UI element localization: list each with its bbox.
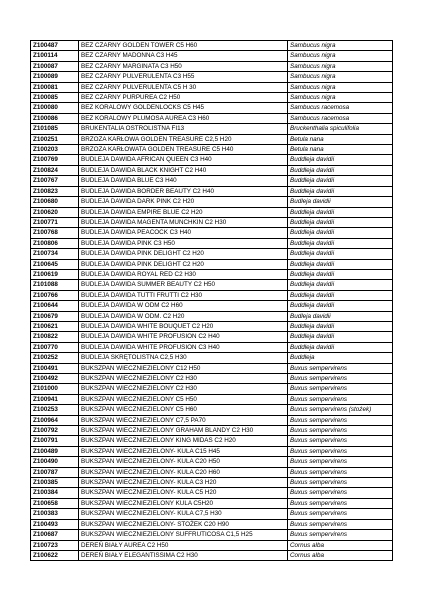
product-code-cell: Z100824: [31, 165, 79, 175]
latin-name-cell: Budleja davidii: [288, 311, 393, 321]
latin-name-cell: Cornus alba: [288, 540, 393, 550]
product-code-cell: Z100769: [31, 155, 79, 165]
product-code-cell: Z100619: [31, 269, 79, 279]
product-code-cell: Z100792: [31, 426, 79, 436]
latin-name-cell: Buxus sempervirens: [288, 446, 393, 456]
product-code-cell: Z100806: [31, 238, 79, 248]
table-row: [31, 467, 393, 477]
product-name-cell: BUKSZPAN WIECZNIEZIELONY- KULA C3 H20: [79, 478, 288, 488]
table-row: [31, 238, 393, 248]
product-name-cell: BUDLEJA DAWIDA WHITE PROFUSION C3 H40: [79, 342, 288, 352]
product-code-cell: Z100489: [31, 446, 79, 456]
table-row: [31, 165, 393, 175]
product-name-cell: BUKSZPAN WIECZNIEZIELONY C2 H30: [79, 384, 288, 394]
latin-name-cell: Sambucus nigra: [288, 72, 393, 82]
table-row: [31, 384, 393, 394]
latin-name-cell: Buddleja davidii: [288, 269, 393, 279]
product-code-cell: Z100086: [31, 113, 79, 123]
product-name-cell: BUKSZPAN WIECZNIEZIELONY- KULA C15 H45: [79, 446, 288, 456]
product-code-cell: Z100490: [31, 457, 79, 467]
table-row: [31, 509, 393, 519]
product-code-cell: Z100385: [31, 478, 79, 488]
product-code-cell: Z100680: [31, 197, 79, 207]
product-code-cell: Z100203: [31, 145, 79, 155]
product-code-cell: Z100679: [31, 311, 79, 321]
product-name-cell: BEZ CZARNY MARGINATA C3 H50: [79, 61, 288, 71]
product-name-cell: BUDLEJA DAWIDA ROYAL RED C2 H30: [79, 269, 288, 279]
table-row: [31, 530, 393, 540]
product-name-cell: BEZ CZARNY PURPUREA C2 H50: [79, 93, 288, 103]
product-name-cell: BUKSZPAN WIECZNIEZIELONY KULA C5H20: [79, 498, 288, 508]
table-row: [31, 280, 393, 290]
table-row: [31, 51, 393, 61]
latin-name-cell: Buxus sempervirens: [288, 478, 393, 488]
product-name-cell: BUDLEJA DAWIDA BLUE C3 H40: [79, 176, 288, 186]
table-row: [31, 415, 393, 425]
table-row: [31, 436, 393, 446]
product-code-cell: Z101085: [31, 124, 79, 134]
table-row: [31, 446, 393, 456]
product-name-cell: BUDLEJA DAWIDA BLACK KNIGHT C2 H40: [79, 165, 288, 175]
product-name-cell: BEZ CZARNY MADONNA C3 H45: [79, 51, 288, 61]
table-row: [31, 113, 393, 123]
product-name-cell: BUKSZPAN WIECZNIEZIELONY- STOŻEK C20 H90: [79, 519, 288, 529]
table-row: [31, 342, 393, 352]
latin-name-cell: Buxus sempervirens: [288, 436, 393, 446]
product-code-cell: Z100252: [31, 353, 79, 363]
table-row: [31, 405, 393, 415]
product-code-cell: Z100383: [31, 509, 79, 519]
table-row: [31, 353, 393, 363]
product-name-cell: BUDLEJA DAWIDA BORDER BEAUTY C2 H40: [79, 186, 288, 196]
product-name-cell: BUDLEJA DAWIDA PINK DELIGHT C2 H20: [79, 249, 288, 259]
latin-name-cell: Buddleja davidii: [288, 332, 393, 342]
latin-name-cell: Buddleja davidii: [288, 217, 393, 227]
latin-name-cell: Sambucus racemosa: [288, 113, 393, 123]
latin-name-cell: Buxus sempervirens: [288, 498, 393, 508]
product-code-cell: Z100493: [31, 519, 79, 529]
latin-name-cell: Buxus sempervirens: [288, 415, 393, 425]
product-code-cell: Z100645: [31, 259, 79, 269]
product-code-cell: Z100253: [31, 405, 79, 415]
product-code-cell: Z100085: [31, 93, 79, 103]
table-row: [31, 93, 393, 103]
table-row: [31, 374, 393, 384]
product-code-cell: Z100823: [31, 186, 79, 196]
latin-name-cell: Buddleja davidii: [288, 238, 393, 248]
latin-name-cell: Sambucus nigra: [288, 61, 393, 71]
latin-name-cell: Betula nana: [288, 145, 393, 155]
product-name-cell: BUDLEJA DAWIDA MAGENTA MUNCHKIN C2 H30: [79, 217, 288, 227]
product-code-cell: Z101088: [31, 280, 79, 290]
table-row: [31, 363, 393, 373]
product-name-cell: BUKSZPAN WIECZNIEZIELONY C5 H50: [79, 394, 288, 404]
product-name-cell: BUKSZPAN WIECZNIEZIELONY- KULA C20 H60: [79, 467, 288, 477]
latin-name-cell: Buxus sempervirens: [288, 363, 393, 373]
product-code-cell: Z100658: [31, 498, 79, 508]
table-row: [31, 550, 393, 560]
latin-name-cell: Buxus sempervirens: [288, 530, 393, 540]
table-row: [31, 217, 393, 227]
table-row: [31, 498, 393, 508]
product-name-cell: BEZ CZARNY PULVERULENTA C3 H55: [79, 72, 288, 82]
product-name-cell: BUDLEJA DAWIDA TUTTI FRUTTI C2 H30: [79, 290, 288, 300]
product-name-cell: BUKSZPAN WIECZNIEZIELONY SUFFRUTICOSA C1,5 H25: [79, 530, 288, 540]
product-code-cell: Z100089: [31, 72, 79, 82]
table-row: [31, 61, 393, 71]
latin-name-cell: Buxus sempervirens: [288, 519, 393, 529]
product-name-cell: BUKSZPAN WIECZNIEZIELONY C12 H50: [79, 363, 288, 373]
product-name-cell: BUDLEJA DAWIDA DARK PINK C2 H20: [79, 197, 288, 207]
table-row: [31, 478, 393, 488]
table-row: [31, 124, 393, 134]
product-name-cell: BUDLEJA DAWIDA AFRICAN QUEEN C3 H40: [79, 155, 288, 165]
product-name-cell: BEZ CZARNY PULVERULENTA C5 H 30: [79, 82, 288, 92]
product-code-cell: Z100687: [31, 530, 79, 540]
table-row: [31, 145, 393, 155]
latin-name-cell: Bruckenthalia spiculifolia: [288, 124, 393, 134]
table-row: [31, 332, 393, 342]
table-row: [31, 301, 393, 311]
product-name-cell: BUKSZPAN WIECZNIEZIELONY GRAHAM BLANDY C2 H30: [79, 426, 288, 436]
latin-name-cell: Buddleja davidii: [288, 228, 393, 238]
table-row: [31, 457, 393, 467]
table-row: [31, 394, 393, 404]
product-code-cell: Z100770: [31, 342, 79, 352]
latin-name-cell: Buxus sempervirens: [288, 488, 393, 498]
product-name-cell: BUDLEJA DAWIDA WHITE PROFUSION C2 H40: [79, 332, 288, 342]
latin-name-cell: Buddleja davidii: [288, 321, 393, 331]
product-code-cell: Z101000: [31, 384, 79, 394]
latin-name-cell: Buddleja davidii: [288, 249, 393, 259]
product-name-cell: BUDLEJA DAWIDA PEACOCK C3 H40: [79, 228, 288, 238]
latin-name-cell: Buddleja davidii: [288, 290, 393, 300]
product-code-cell: Z100080: [31, 103, 79, 113]
latin-name-cell: Buxus sempervirens: [288, 467, 393, 477]
product-name-cell: DEREŃ BIAŁY ELEGANTISSIMA C2 H30: [79, 550, 288, 560]
product-code-cell: Z100766: [31, 290, 79, 300]
latin-name-cell: Sambucus nigra: [288, 93, 393, 103]
latin-name-cell: Buddleja davidii: [288, 176, 393, 186]
product-name-cell: BEZ KORALOWY GOLDENLOCKS C5 H45: [79, 103, 288, 113]
latin-name-cell: Buddleja davidii: [288, 342, 393, 352]
product-name-cell: BUKSZPAN WIECZNIEZIELONY- KULA C5 H20: [79, 488, 288, 498]
product-name-cell: BEZ CZARNY GOLDEN TOWER C5 H60: [79, 41, 288, 51]
table-row: [31, 186, 393, 196]
table-row: [31, 197, 393, 207]
table-row: [31, 134, 393, 144]
latin-name-cell: Sambucus racemosa: [288, 103, 393, 113]
table-row: [31, 519, 393, 529]
latin-name-cell: Buddleja davidii: [288, 280, 393, 290]
latin-name-cell: Buxus sempervirens: [288, 374, 393, 384]
latin-name-cell: Buxus sempervirens: [288, 457, 393, 467]
table-row: [31, 207, 393, 217]
product-code-cell: Z100087: [31, 61, 79, 71]
product-name-cell: BUDLEJA DAWIDA W ODM. C2 H20: [79, 311, 288, 321]
table-row: [31, 155, 393, 165]
product-code-cell: Z100964: [31, 415, 79, 425]
product-name-cell: BUDLEJA DAWIDA WHITE BOUQUET C2 H20: [79, 321, 288, 331]
latin-name-cell: Buddleja davidii: [288, 259, 393, 269]
table-row: [31, 321, 393, 331]
latin-name-cell: Buxus sempervirens: [288, 509, 393, 519]
latin-name-cell: Buxus sempervirens (stożek): [288, 405, 393, 415]
product-name-cell: BUDLEJA DAWIDA PINK DELIGHT C2 H20: [79, 259, 288, 269]
product-code-cell: Z100822: [31, 332, 79, 342]
product-code-cell: Z100621: [31, 321, 79, 331]
product-name-cell: BUDLEJA DAWIDA W ODM C2 H60: [79, 301, 288, 311]
table-row: [31, 290, 393, 300]
table-row: [31, 82, 393, 92]
product-code-cell: Z100767: [31, 176, 79, 186]
latin-name-cell: Sambucus nigra: [288, 82, 393, 92]
product-name-cell: BEZ KORALOWY PLUMOSA AUREA C3 H60: [79, 113, 288, 123]
product-name-cell: BUKSZPAN WIECZNIEZIELONY C5 H60: [79, 405, 288, 415]
product-code-cell: Z100251: [31, 134, 79, 144]
latin-name-cell: Buxus sempervirens: [288, 394, 393, 404]
latin-name-cell: Sambucus nigra: [288, 41, 393, 51]
product-name-cell: BUKSZPAN WIECZNIEZIELONY C2 H30: [79, 374, 288, 384]
product-code-cell: Z100491: [31, 363, 79, 373]
product-name-cell: BUDLEJA DAWIDA PINK C3 H50: [79, 238, 288, 248]
table-row: [31, 72, 393, 82]
table-row: [31, 540, 393, 550]
latin-name-cell: Buddleja davidii: [288, 155, 393, 165]
product-code-cell: Z100941: [31, 394, 79, 404]
table-row: [31, 228, 393, 238]
plant-catalog-table: [30, 40, 393, 561]
latin-name-cell: Buddleja: [288, 353, 393, 363]
product-code-cell: Z100114: [31, 51, 79, 61]
table-row: [31, 176, 393, 186]
product-code-cell: Z100771: [31, 217, 79, 227]
product-code-cell: Z100622: [31, 550, 79, 560]
latin-name-cell: Budleja davidii: [288, 197, 393, 207]
product-name-cell: BUDLEJA DAWIDA SUMMER BEAUTY C2 H50: [79, 280, 288, 290]
product-name-cell: BUDLEJA SKRĘTOLISTNA C2,5 H30: [79, 353, 288, 363]
table-row: [31, 103, 393, 113]
table-row: [31, 41, 393, 51]
latin-name-cell: Sambucus nigra: [288, 51, 393, 61]
table-row: [31, 426, 393, 436]
product-name-cell: BUKSZPAN WIECZNIEZIELONY C7,5 PA70: [79, 415, 288, 425]
product-code-cell: Z100081: [31, 82, 79, 92]
product-code-cell: Z100384: [31, 488, 79, 498]
product-code-cell: Z100787: [31, 467, 79, 477]
product-name-cell: BRZOZA KARŁOWA GOLDEN TREASURE C2,5 H20: [79, 134, 288, 144]
product-code-cell: Z100487: [31, 41, 79, 51]
table-row: [31, 269, 393, 279]
plant-catalog-table-body: [31, 41, 393, 561]
product-code-cell: Z100734: [31, 249, 79, 259]
product-name-cell: BUKSZPAN WIECZNIEZIELONY KING MIDAS C2 H20: [79, 436, 288, 446]
product-code-cell: Z100644: [31, 301, 79, 311]
product-name-cell: DEREŃ BIAŁY AUREA C2 H50: [79, 540, 288, 550]
latin-name-cell: Betula nana: [288, 134, 393, 144]
table-row: [31, 488, 393, 498]
table-row: [31, 311, 393, 321]
product-code-cell: Z100768: [31, 228, 79, 238]
latin-name-cell: Cornus alba: [288, 550, 393, 560]
product-name-cell: BRZOZA KARŁOWATA GOLDEN TREASURE C5 H40: [79, 145, 288, 155]
latin-name-cell: Buddleja davidii: [288, 165, 393, 175]
product-code-cell: Z100620: [31, 207, 79, 217]
product-code-cell: Z100791: [31, 436, 79, 446]
product-name-cell: BRUKENTALIA OSTROLISTNA FI13: [79, 124, 288, 134]
latin-name-cell: Buddleja davidii: [288, 207, 393, 217]
table-row: [31, 249, 393, 259]
product-code-cell: Z100723: [31, 540, 79, 550]
product-code-cell: Z100492: [31, 374, 79, 384]
product-name-cell: BUDLEJA DAWIDA EMPIRE BLUE C2 H20: [79, 207, 288, 217]
latin-name-cell: Buxus sempervirens: [288, 426, 393, 436]
latin-name-cell: Buddleja davidii: [288, 301, 393, 311]
table-row: [31, 259, 393, 269]
product-name-cell: BUKSZPAN WIECZNIEZIELONY- KULA C20 H50: [79, 457, 288, 467]
product-name-cell: BUKSZPAN WIECZNIEZIELONY- KULA C7,5 H30: [79, 509, 288, 519]
latin-name-cell: Buxus sempervirens: [288, 384, 393, 394]
latin-name-cell: Buddleja davidii: [288, 186, 393, 196]
